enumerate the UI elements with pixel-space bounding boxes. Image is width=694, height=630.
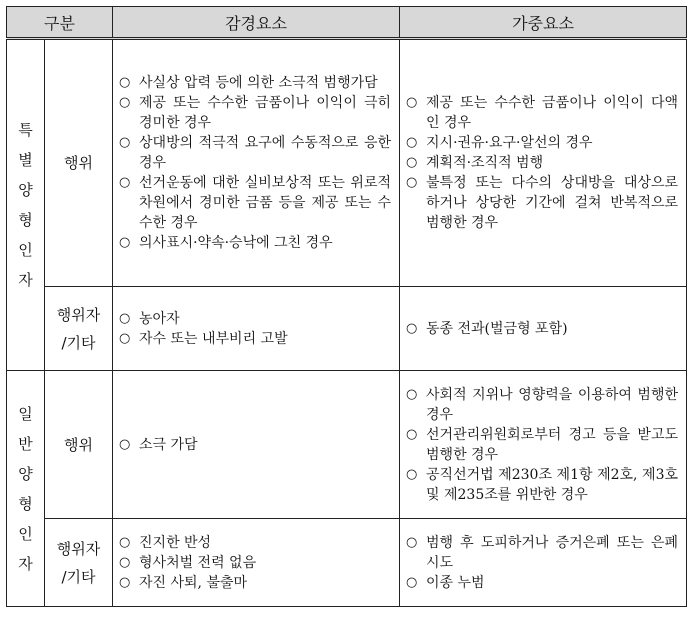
list-item: ○ 제공 또는 수수한 금품이나 이익이 극히 경미한 경우 — [119, 93, 391, 133]
sub-label-line: 행위 — [64, 154, 93, 172]
table-header-row — [7, 7, 687, 39]
sentencing-factors-table — [6, 6, 687, 607]
aggravating-cell — [400, 371, 687, 519]
list-item: ○ 이종 누범 — [406, 573, 678, 593]
list-item: ○ 선거관리위원회로부터 경고 등을 받고도 범행한 경우 — [406, 425, 678, 465]
group-label-char: 인 — [18, 524, 33, 543]
list-item: ○ 소극 가담 — [119, 435, 391, 455]
group-label-special — [7, 39, 45, 371]
group-label-char: 인 — [18, 241, 33, 259]
sub-label-line: /기타 — [61, 333, 96, 352]
header-category: 구분 — [7, 7, 113, 39]
mitigating-cell — [113, 39, 400, 287]
sub-label-offender — [45, 287, 113, 371]
sub-label-line: 행위자 — [56, 539, 101, 558]
sub-label-line: /기타 — [61, 567, 96, 586]
header-mitigating: 감경요소 — [113, 7, 400, 39]
table-row — [7, 39, 687, 287]
list-item: ○ 공직선거법 제230조 제1항 제2호, 제3호 및 제235조를 위반한 경우 — [406, 465, 678, 505]
list-item: ○ 범행 후 도피하거나 증거은폐 또는 은폐 시도 — [406, 533, 678, 573]
mitigating-cell — [113, 287, 400, 371]
list-item: ○ 자수 또는 내부비리 고발 — [119, 329, 391, 349]
sub-label-offender — [45, 519, 113, 607]
group-label-char: 형 — [18, 211, 33, 229]
table-row — [7, 519, 687, 607]
list-item: ○ 계획적·조직적 범행 — [406, 153, 678, 173]
sub-label-conduct — [45, 371, 113, 519]
list-item: ○ 사회적 지위나 영향력을 이용하여 범행한 경우 — [406, 385, 678, 425]
sub-label-line: 행위 — [64, 435, 93, 454]
group-label-char: 양 — [18, 181, 33, 199]
group-label-char: 반 — [18, 434, 33, 453]
list-item: ○ 의사표시·약속·승낙에 그친 경우 — [119, 233, 391, 253]
mitigating-cell — [113, 519, 400, 607]
list-item: ○ 동종 전과(벌금형 포함) — [406, 319, 678, 339]
aggravating-cell — [400, 287, 687, 371]
list-item: ○ 지시·권유·요구·알선의 경우 — [406, 133, 678, 153]
list-item: ○ 상대방의 적극적 요구에 수동적으로 응한 경우 — [119, 133, 391, 173]
table-row — [7, 371, 687, 519]
group-label-char: 양 — [18, 464, 33, 483]
mitigating-cell — [113, 371, 400, 519]
list-item: ○ 형사처벌 전력 없음 — [119, 553, 391, 573]
list-item: ○ 자진 사퇴, 불출마 — [119, 573, 391, 593]
group-label-general — [7, 371, 45, 607]
list-item: ○ 농아자 — [119, 309, 391, 329]
group-label-char: 일 — [18, 404, 33, 423]
sub-label-conduct — [45, 39, 113, 287]
group-label-char: 특 — [18, 121, 33, 139]
list-item: ○ 사실상 압력 등에 의한 소극적 범행가담 — [119, 73, 391, 93]
group-label-char: 형 — [18, 494, 33, 513]
list-item: ○ 선거운동에 대한 실비보상적 또는 위로적 차원에서 경미한 금품 등을 제공 또는 수수한 경우 — [119, 173, 391, 233]
sub-label-line: 행위자 — [56, 305, 101, 324]
group-label-char: 자 — [18, 554, 33, 573]
list-item: ○ 제공 또는 수수한 금품이나 이익이 다액인 경우 — [406, 93, 678, 133]
group-label-char: 별 — [18, 151, 33, 169]
header-aggravating: 가중요소 — [400, 7, 687, 39]
aggravating-cell — [400, 519, 687, 607]
sentencing-factors-table-wrapper — [6, 6, 687, 607]
table-row — [7, 287, 687, 371]
group-label-char: 자 — [18, 271, 33, 289]
list-item: ○ 진지한 반성 — [119, 533, 391, 553]
aggravating-cell — [400, 39, 687, 287]
list-item: ○ 불특정 또는 다수의 상대방을 대상으로 하거나 상당한 기간에 걸쳐 반복적으로 범행한 경우 — [406, 173, 678, 233]
